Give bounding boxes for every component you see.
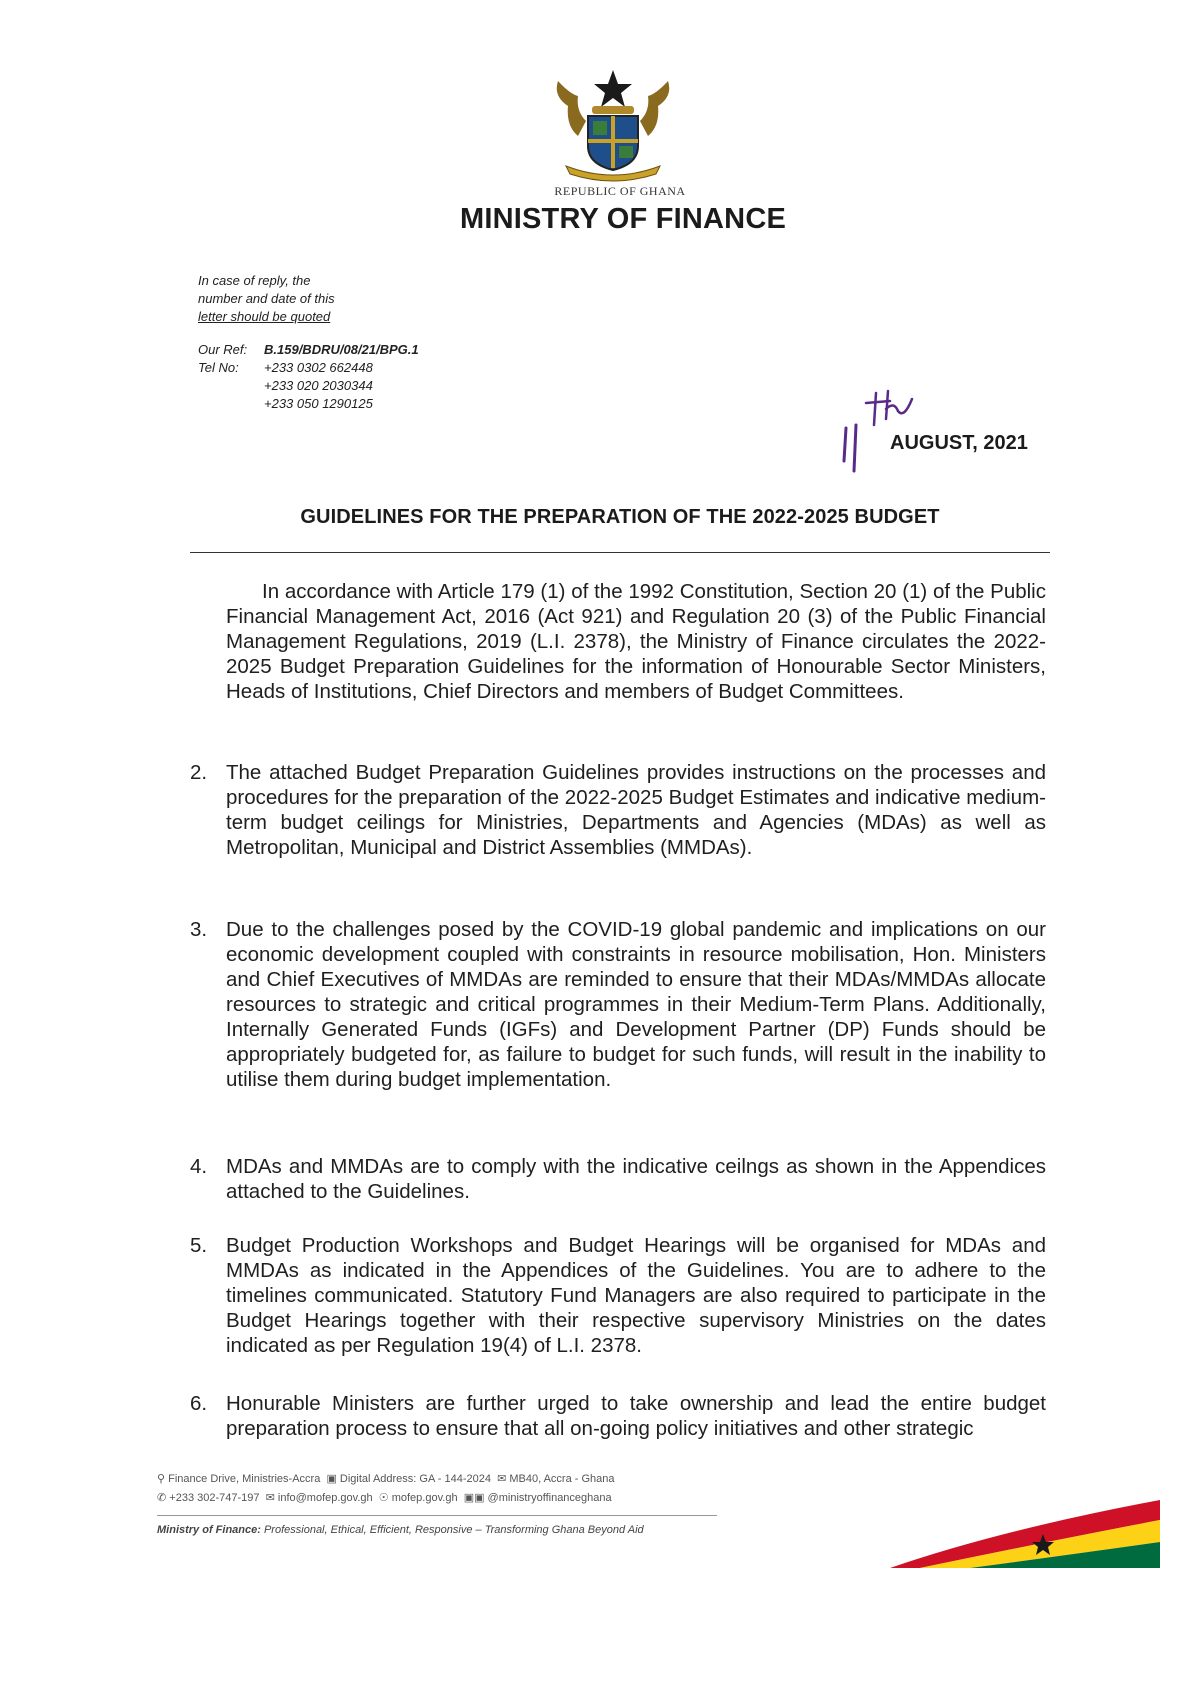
tel-number: +233 0302 662448 [264,360,373,375]
footer-contact [157,1470,615,1508]
letter-date: AUGUST, 2021 [890,432,1028,454]
list-item [190,760,1046,860]
motto-label: Ministry of Finance: [157,1524,261,1536]
reply-note-line: In case of reply, the [198,273,311,288]
item-text: MDAs and MMDAs are to comply with the indicative ceilngs as shown in the Appendices attached to the Guidelines. [226,1155,1046,1203]
location-pin-icon: ⚲ [157,1473,166,1485]
our-ref-value: B.159/BDRU/08/21/BPG.1 [264,342,419,357]
social-media-icon: ▣▣ [463,1492,485,1504]
republic-label: REPUBLIC OF GHANA [554,184,686,198]
globe-icon: ☉ [378,1492,389,1504]
paragraph-1: In accordance with Article 179 (1) of the 1992 Constitution, Section 20 (1) of the Public Financial Management Act, 2016 (Act 921) and Regulation 20 (3) of the Public Financial Management Regulations, 2019 (L.I. 2378), the Ministry of Finance circulates the 2022-2025 Budget Preparation Guidelines for the information of Honourable Sector Ministers, Heads of Institutions, Chief Directors and members of Budget Committees. [226,580,1046,703]
footer-po-box: MB40, Accra - Ghana [509,1473,615,1485]
footer-email: info@mofep.gov.gh [277,1492,373,1504]
reply-note-line: letter should be quoted [198,309,331,324]
item-number: 4. [190,1155,208,1178]
mail-icon: ✉ [497,1473,507,1485]
reply-note [198,272,335,326]
item-number: 5. [190,1234,208,1257]
tel-label: Tel No: [198,360,239,375]
list-item [190,1391,1046,1441]
item-text: Honurable Ministers are further urged to take ownership and lead the entire budget preparation process to ensure that all on-going policy initiatives and other strategic [226,1392,1046,1440]
handwritten-date-mark [838,383,928,473]
footer-phone: +233 302-747-197 [169,1492,260,1504]
footer-website: mofep.gov.gh [391,1492,458,1504]
footer-divider [157,1515,717,1516]
footer-motto [157,1524,644,1536]
item-text: Budget Production Workshops and Budget Hearings will be organised for MDAs and MMDAs as indicated in the Appendices of the Guidelines. You are to adhere to the timelines communicated. Statutory Fund Managers are also required to participate in the Budget Hearings together with their respective supervisory Ministries on the dates indicated as per Regulation 19(4) of L.I. 2378. [226,1234,1046,1357]
footer-social: @ministryoffinanceghana [487,1492,612,1504]
item-number: 6. [190,1392,208,1415]
email-icon: ✉ [265,1492,275,1504]
reference-block [198,341,419,413]
list-item [190,1154,1046,1204]
tel-number: +233 020 2030344 [264,378,373,393]
tel-number: +233 050 1290125 [264,396,373,411]
reply-note-line: number and date of this [198,291,335,306]
ghana-coat-of-arms-icon [548,66,678,184]
document-title: GUIDELINES FOR THE PREPARATION OF THE 2022-2025 BUDGET [300,506,940,528]
ministry-heading: MINISTRY OF FINANCE [459,203,787,235]
item-number: 2. [190,761,208,784]
digital-address-icon: ▣ [326,1473,337,1485]
item-text: Due to the challenges posed by the COVID-19 global pandemic and implications on our economic development coupled with constraints in resource mobilisation, Hon. Ministers and Chief Executives of MMDAs are reminded to ensure that their MDAs/MMDAs allocate resources to strategic and critical programmes in their Medium-Term Plans. Additionally, Internally Generated Funds (IGFs) and Development Partner (DP) Funds should be appropriately budgeted for, as failure to budget for such funds, will result in the inability to utilise them during budget implementation. [226,918,1046,1091]
title-divider [190,552,1050,553]
list-item [190,1233,1046,1358]
item-text: The attached Budget Preparation Guidelines provides instructions on the processes and procedures for the preparation of the 2022-2025 Budget Estimates and indicative medium-term budget ceilings for Ministries, Departments and Agencies (MDAs) as well as Metropolitan, Municipal and District Assemblies (MMDAs). [226,761,1046,859]
list-item [190,917,1046,1092]
ghana-flag-ribbon-icon [880,1490,1160,1570]
our-ref-label: Our Ref: [198,342,248,357]
footer-address: Finance Drive, Ministries-Accra [168,1473,321,1485]
footer-digital-address: Digital Address: GA - 144-2024 [339,1473,491,1485]
motto-text: Professional, Ethical, Efficient, Responsive – Transforming Ghana Beyond Aid [263,1524,644,1536]
phone-icon: ✆ [157,1492,167,1504]
item-number: 3. [190,918,208,941]
